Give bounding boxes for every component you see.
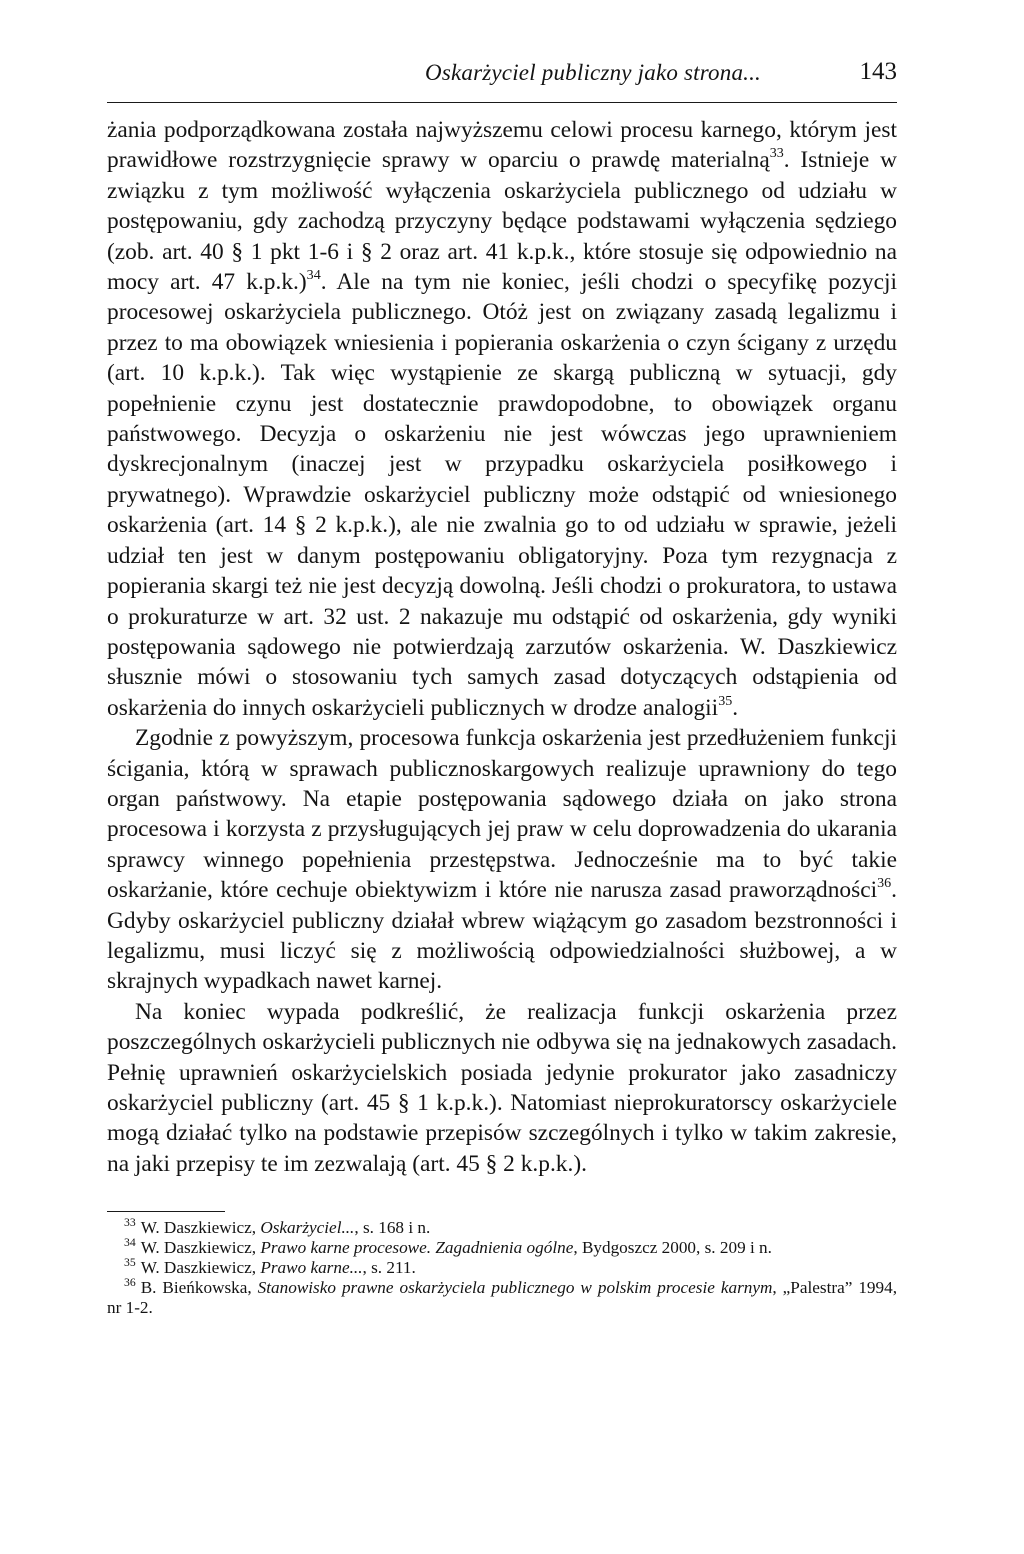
- running-title: Oskarżyciel publiczny jako strona...: [425, 60, 761, 85]
- footnote-reference[interactable]: 36: [877, 874, 892, 891]
- footnote-text: , s. 168 i n.: [354, 1218, 431, 1238]
- footnote: [107, 1258, 897, 1278]
- book-page: [107, 60, 897, 1318]
- footnote-number: 33: [124, 1216, 136, 1230]
- footnote-text: , Bydgoszcz 2000, s. 209 i n.: [573, 1238, 772, 1258]
- cited-title: Prawo karne...: [260, 1258, 363, 1278]
- footnote-number: 34: [124, 1236, 136, 1250]
- text-run: . Ale na tym nie koniec, jeśli chodzi o specyfikę pozycji procesowej oskarżyciela publicznego. Otóż jest on związany zasadą legalizmu i przez to ma obowiązek wniesienia i popierania oskarżenia o czyn ścigany z urzędu (art. 10 k.p.k.). Tak więc wystąpienie ze skargą publiczną w sytuacji, gdy popełnienie czynu jest dostatecznie prawdopodobne, to obowiązek organu państwowego. Decyzja o oskarżeniu nie jest wówczas jego uprawnieniem dyskrecjonalnym (inaczej jest w przypadku oskarżyciela posiłkowego i prywatnego). Wprawdzie oskarżyciel publiczny może odstąpić od wniesionego oskarżenia (art. 14 § 2 k.p.k.), ale nie zwalnia go to od udziału w sprawie, jeżeli udział ten jest w danym postępowaniu obligatoryjny. Poza tym rezygnacja z popierania skargi też nie jest decyzją dowolną. Jeśli chodzi o prokuratora, to ustawa o prokuraturze w art. 32 ust. 2 nakazuje mu odstąpić od oskarżenia, gdy wyniki postępowania sądowego nie potwierdzają zarzutów oskarżenia. W. Daszkiewicz słusznie mówi o stosowaniu tych samych zasad dotyczących odstąpienia od oskarżenia do innych oskarżycieli publicznych w drodze analogii: [107, 269, 897, 721]
- paragraph: [107, 997, 897, 1179]
- footnote-reference[interactable]: 35: [718, 692, 733, 709]
- footnote-reference[interactable]: 34: [306, 266, 321, 283]
- text-run: .: [732, 694, 739, 721]
- footnote-reference[interactable]: 33: [769, 145, 784, 162]
- footnote-text: W. Daszkiewicz,: [140, 1258, 261, 1278]
- footnote-text: B. Bieńkowska,: [140, 1278, 258, 1298]
- text-run: Zgodnie z powyższym, procesowa funkcja oskarżenia jest przedłużeniem funkcji ścigania, którą w sprawach publicznoskargowych realizuje uprawniony do tego organ państwowy. Na etapie postępowania sądowego działa on jako strona procesowa i korzysta z przysługujących jej praw w celu doprowadzenia do ukarania sprawcy winnego popełnienia przestępstwa. Jednocześnie ma to być takie oskarżanie, które cechuje obiektywizm i które nie narusza zasad praworządności: [107, 725, 897, 904]
- paragraph: [107, 115, 897, 723]
- footnote-text: W. Daszkiewicz,: [140, 1218, 261, 1238]
- footnote-number: 36: [124, 1276, 136, 1290]
- cited-title: Stanowisko prawne oskarżyciela publicznego w polskim procesie karnym: [257, 1278, 773, 1298]
- text-run: . Istnieje w związku z tym możliwość wyłączenia oskarżyciela publicznego od udziału w postępowaniu, gdy zachodzą przyczyny będące podstawami wyłączenia sędziego (zob. art. 40 § 1 pkt 1-6 i § 2 oraz art. 41 k.p.k., które stosuje się odpowiednio na mocy art. 47 k.p.k.): [107, 147, 897, 296]
- running-header: [107, 60, 897, 103]
- cited-title: Prawo karne procesowe. Zagadnienia ogólne: [260, 1238, 574, 1258]
- footnote: [107, 1238, 897, 1258]
- page-number: 143: [859, 58, 897, 85]
- footnote: [107, 1278, 897, 1318]
- footnote: [107, 1218, 897, 1238]
- footnote-text: , „Palestra” 1994, nr 1-2.: [107, 1278, 897, 1318]
- text-run: . Gdyby oskarżyciel publiczny działał wbrew wiążącym go zasadom bezstronności i legalizmu, musi liczyć się z możliwością odpowiedzialności służbowej, a w skrajnych wypadkach nawet karnej.: [107, 877, 897, 995]
- footnote-text: W. Daszkiewicz,: [140, 1238, 261, 1258]
- text-run: Na koniec wypada podkreślić, że realizacja funkcji oskarżenia przez poszczególnych oskarżycieli publicznych nie odbywa się na jednakowych zasadach. Pełnię uprawnień oskarżycielskich posiada jedynie prokurator jako zasadniczy oskarżyciel publiczny (art. 45 § 1 k.p.k.). Natomiast nieprokuratorscy oskarżyciele mogą działać tylko na podstawie przepisów szczególnych i tylko w takim zakresie, na jaki przepisy te im zezwalają (art. 45 § 2 k.p.k.).: [107, 998, 897, 1177]
- main-text: [107, 115, 897, 1179]
- text-run: żania podporządkowana została najwyższemu celowi procesu karnego, którym jest prawidłowe rozstrzygnięcie sprawy w oparciu o prawdę materialną: [107, 117, 897, 174]
- cited-title: Oskarżyciel...: [260, 1218, 355, 1238]
- footnotes: [107, 1218, 897, 1318]
- footnote-divider: [107, 1211, 225, 1212]
- footnote-text: , s. 211.: [362, 1258, 416, 1278]
- footnote-number: 35: [124, 1256, 136, 1270]
- paragraph: [107, 723, 897, 997]
